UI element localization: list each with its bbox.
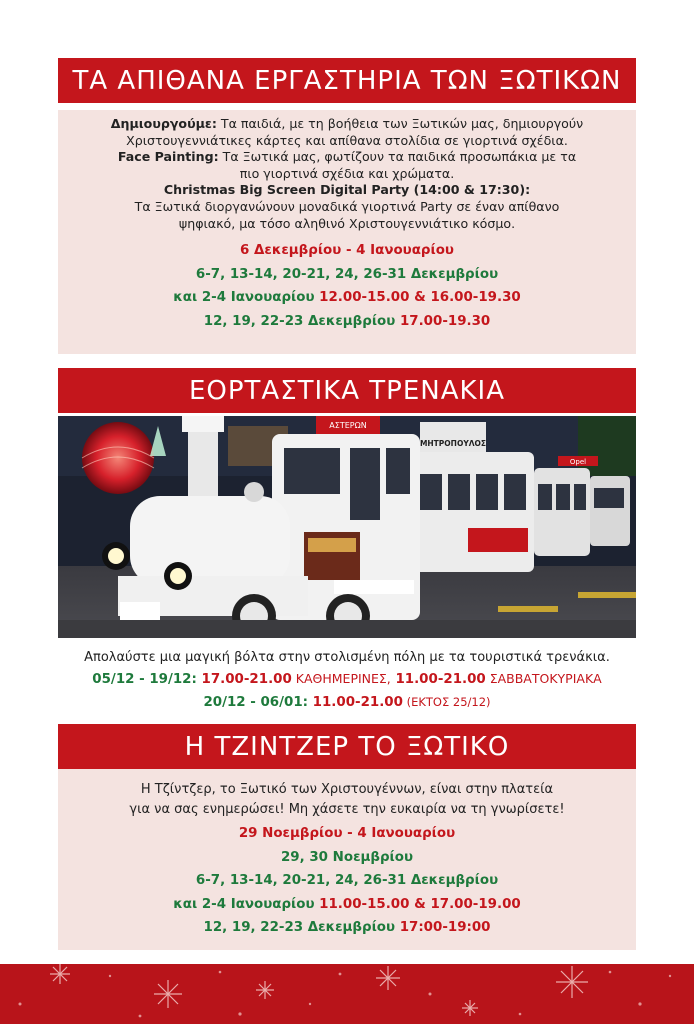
train-illustration: [58, 416, 636, 638]
workshops-line-6: Τα Ξωτικά διοργανώνουν μοναδικά γιορτινά Party σε έναν απίθανο: [134, 198, 560, 214]
ginger-title-banner: [58, 724, 636, 769]
workshops-title-banner: [58, 58, 636, 103]
photo-sign-1: ΑΣΤΕΡΩΝ: [329, 421, 367, 430]
snowflake-icon: [50, 964, 70, 984]
ginger-dates-d: 12, 19, 22-23 Δεκεμβρίου 17:00-19:00: [203, 920, 491, 935]
trains-title: ΕΟΡΤΑΣΤΙΚΑ ΤΡΕΝΑΚΙΑ: [188, 375, 506, 406]
photo-sign-3: Opel: [569, 458, 587, 466]
ginger-line-2: για να σας ενημερώσει! Μη χάσετε την ευκαιρία να τη γνωρίσετε!: [129, 802, 565, 817]
snowflake-icon: [462, 1000, 478, 1016]
trains-period-1: 05/12 - 19/12: 17.00-21.00 ΚΑΘΗΜΕΡΙΝΕΣ, 11.00-21.00 ΣΑΒΒΑΤΟΚΥΡΙΑΚΑ: [92, 671, 602, 687]
workshops-dates-a: 6-7, 13-14, 20-21, 24, 26-31 Δεκεμβρίου: [195, 266, 499, 282]
snowflake-icon: [556, 966, 588, 998]
workshops-title: ΤΑ ΑΠΙΘΑΝΑ ΕΡΓΑΣΤΗΡΙΑ ΤΩΝ ΞΩΤΙΚΩΝ: [72, 65, 622, 96]
trains-info: [0, 648, 694, 714]
workshops-line-5: Christmas Big Screen Digital Party (14:00 & 17:30):: [163, 182, 531, 198]
workshops-line-7: ψηφιακό, μα τόσο αληθινό Χριστουγεννιάτικο κόσμο.: [178, 215, 516, 231]
ginger-title: Η ΤΖΙΝΤΖΕΡ ΤΟ ΞΩΤΙΚΟ: [184, 731, 510, 762]
snowflake-icon: [256, 981, 274, 999]
trains-period-2: 20/12 - 06/01: 11.00-21.00 (ΕΚΤΟΣ 25/12): [203, 695, 491, 710]
workshops-dates-b: και 2-4 Ιανουαρίου 12.00-15.00 & 16.00-19.30: [173, 290, 521, 306]
workshops-line-3: Face Painting: Τα Ξωτικά μας, φωτίζουν τα παιδικά προσωπάκια με τα: [117, 149, 577, 165]
snowflake-pattern: [0, 964, 694, 1024]
ginger-dates-c: και 2-4 Ιανουαρίου 11.00-15.00 & 17.00-19.00: [173, 896, 521, 912]
footer-snowflake-border: [0, 964, 694, 1024]
train-photo: [58, 416, 636, 638]
ginger-dates-b: 6-7, 13-14, 20-21, 24, 26-31 Δεκεμβρίου: [195, 873, 499, 888]
ginger-line-1: Η Τζίντζερ, το Ξωτικό των Χριστουγέννων, είναι στην πλατεία: [140, 782, 554, 797]
ginger-dates-a: 29, 30 Νοεμβρίου: [280, 849, 414, 865]
ginger-panel: [58, 769, 636, 950]
workshops-line-2: Χριστουγεννιάτικες κάρτες και απίθανα στολίδια σε γιορτινά σχέδια.: [126, 132, 568, 148]
workshops-panel: [58, 110, 636, 354]
workshops-date-range: 6 Δεκεμβρίου - 4 Ιανουαρίου: [240, 243, 454, 259]
snowflake-icon: [376, 966, 400, 990]
ginger-date-range: 29 Νοεμβρίου - 4 Ιανουαρίου: [238, 826, 456, 841]
workshops-line-4: πιο γιορτινά σχέδια και χρώματα.: [239, 165, 455, 181]
trains-title-banner: [58, 368, 636, 413]
trains-description: Απολαύστε μια μαγική βόλτα στην στολισμένη πόλη με τα τουριστικά τρενάκια.: [84, 650, 610, 665]
workshops-line-1: Δημιουργούμε: Τα παιδιά, με τη βοήθεια των Ξωτικών μας, δημιουργούν: [110, 116, 584, 131]
snowflake-icon: [154, 980, 182, 1008]
workshops-dates-c: 12, 19, 22-23 Δεκεμβρίου 17.00-19.30: [203, 313, 491, 329]
photo-sign-2: ΜΗΤΡΟΠΟΥΛΟΣ: [419, 439, 487, 448]
